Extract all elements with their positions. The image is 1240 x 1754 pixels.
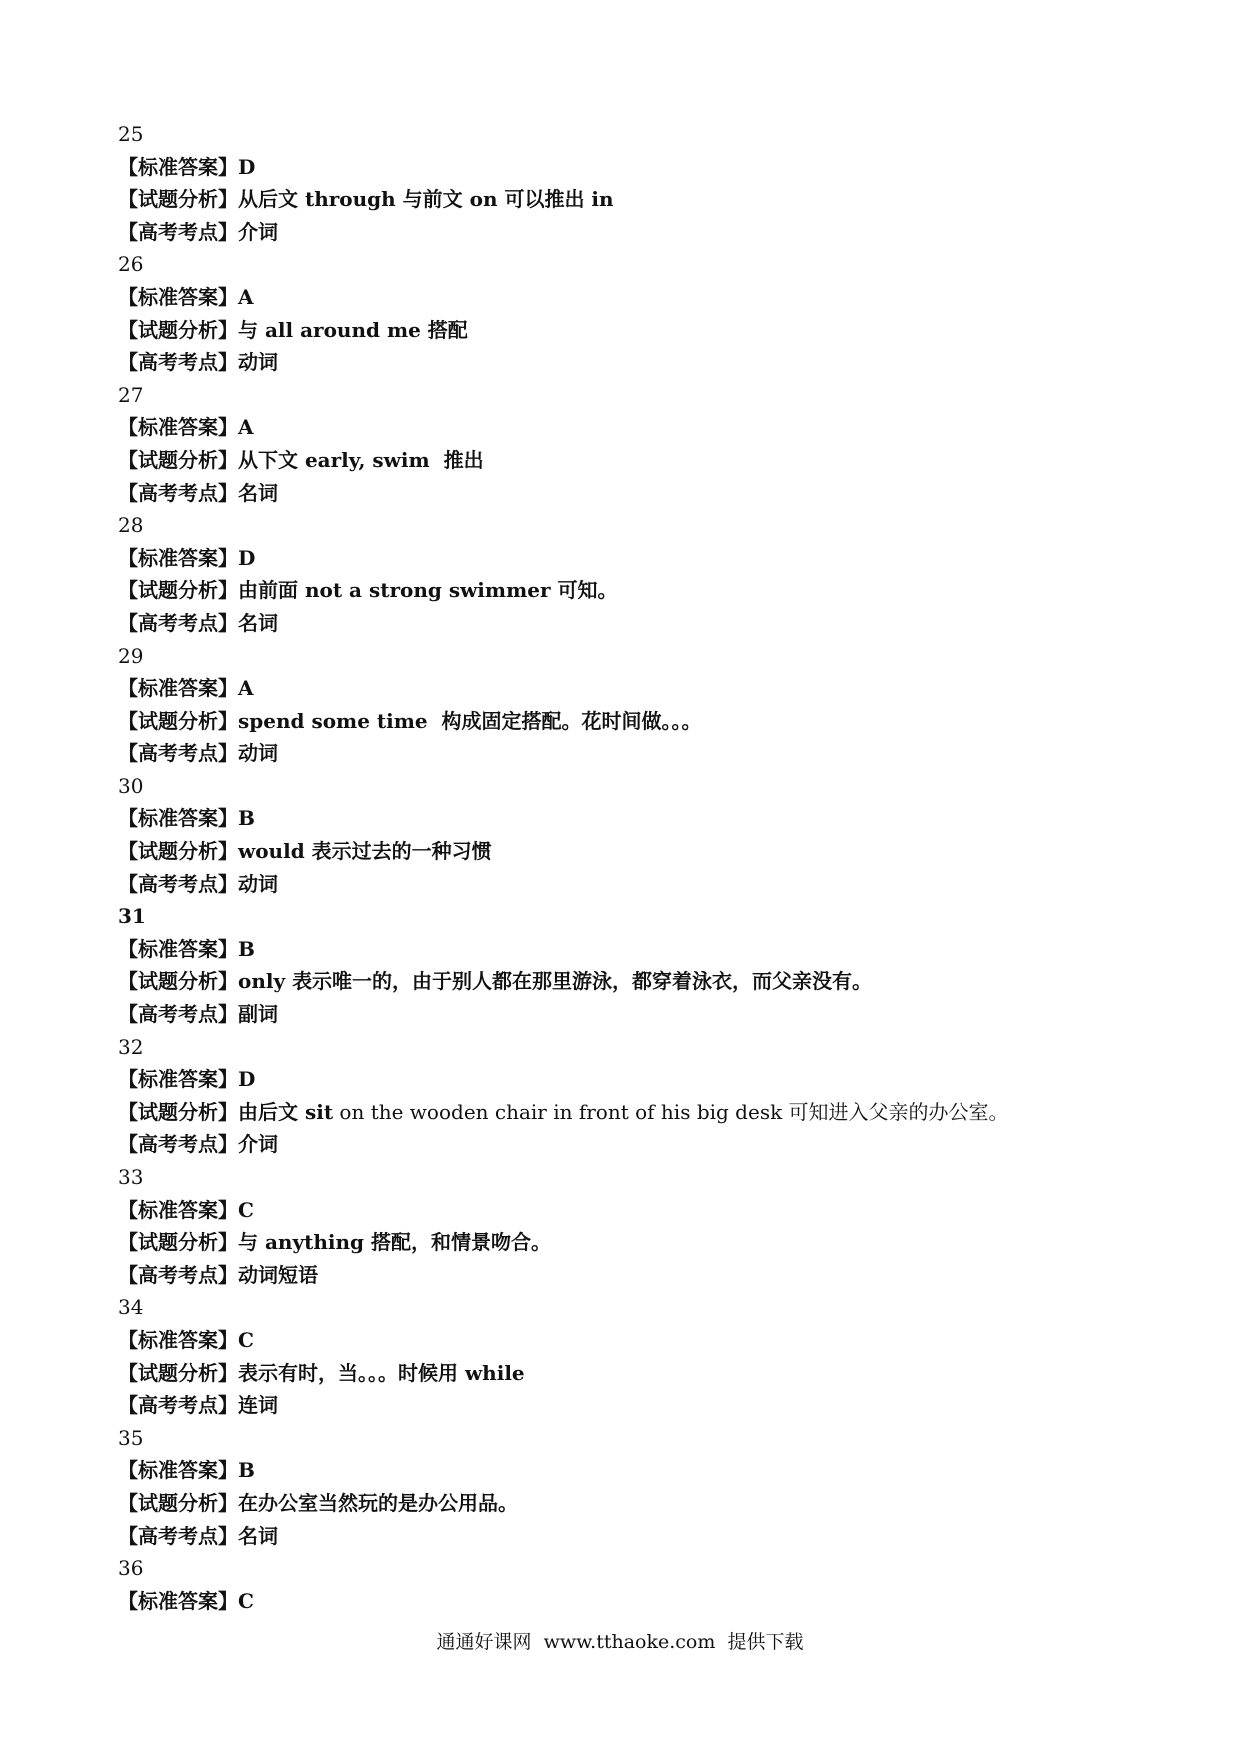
exam-point-label: 【高考考点】 xyxy=(118,350,238,375)
standard-answer-label: 【标准答案】 xyxy=(118,936,238,961)
exam-point-label: 【高考考点】 xyxy=(118,1523,238,1548)
analysis-text: would 表示过去的一种习惯 xyxy=(238,839,492,864)
standard-answer-label: 【标准答案】 xyxy=(118,154,238,179)
question-number: 29 xyxy=(118,643,144,668)
analysis-label: 【试题分析】 xyxy=(118,1099,238,1124)
analysis-text: spend some time 构成固定搭配。花时间做。。。 xyxy=(238,708,702,733)
standard-answer-label: 【标准答案】 xyxy=(118,545,238,570)
analysis-text: 从下文 early, swim 推出 xyxy=(238,447,484,472)
question-number: 33 xyxy=(118,1165,144,1189)
analysis-text: 在办公室当然玩的是办公用品。 xyxy=(238,1490,518,1515)
analysis-label: 【试题分析】 xyxy=(118,1490,238,1515)
analysis-text: only 表示唯一的，由于别人都在那里游泳，都穿着泳衣，而父亲没有。 xyxy=(238,969,873,994)
standard-answer-row xyxy=(118,1585,1138,1618)
standard-answer-value: A xyxy=(238,415,254,440)
standard-answer-label: 【标准答案】 xyxy=(118,1588,238,1613)
exam-point-row xyxy=(118,1259,1138,1292)
answer-sheet xyxy=(118,118,1138,1617)
question-number: 25 xyxy=(118,122,144,146)
exam-point-text: 名词 xyxy=(238,480,278,505)
standard-answer-row xyxy=(118,151,1138,184)
exam-point-row xyxy=(118,737,1138,770)
analysis-text: 与 anything 搭配，和情景吻合。 xyxy=(238,1230,551,1255)
standard-answer-value: A xyxy=(238,676,254,701)
analysis-row xyxy=(118,1226,1138,1259)
exam-point-label: 【高考考点】 xyxy=(118,480,238,505)
standard-answer-row xyxy=(118,1454,1138,1487)
exam-point-row xyxy=(118,998,1138,1031)
exam-point-label: 【高考考点】 xyxy=(118,871,238,896)
standard-answer-row xyxy=(118,802,1138,835)
analysis-label: 【试题分析】 xyxy=(118,578,238,603)
exam-point-text: 名词 xyxy=(238,610,278,635)
exam-point-label: 【高考考点】 xyxy=(118,610,238,635)
exam-point-text: 介词 xyxy=(238,219,278,244)
standard-answer-value: C xyxy=(238,1327,254,1352)
exam-point-text: 副词 xyxy=(238,1002,278,1027)
analysis-row xyxy=(118,183,1138,216)
standard-answer-value: B xyxy=(238,936,255,961)
analysis-label: 【试题分析】 xyxy=(118,1360,238,1385)
standard-answer-label: 【标准答案】 xyxy=(118,284,238,309)
question-number: 31 xyxy=(118,904,146,929)
standard-answer-row xyxy=(118,1063,1138,1096)
analysis-text: 与 all around me 搭配 xyxy=(238,317,468,342)
exam-point-text: 动词 xyxy=(238,741,278,766)
question-number: 28 xyxy=(118,513,144,538)
analysis-row xyxy=(118,1096,1138,1129)
standard-answer-value: D xyxy=(238,545,256,570)
standard-answer-value: C xyxy=(238,1588,254,1613)
page-footer: 通通好课网 www.tthaoke.com 提供下载 xyxy=(436,1631,804,1653)
standard-answer-label: 【标准答案】 xyxy=(118,1458,238,1483)
analysis-row xyxy=(118,1487,1138,1520)
exam-point-label: 【高考考点】 xyxy=(118,219,238,244)
analysis-label: 【试题分析】 xyxy=(118,839,238,864)
exam-point-row xyxy=(118,1128,1138,1161)
exam-point-row xyxy=(118,868,1138,901)
question-number: 36 xyxy=(118,1556,144,1581)
standard-answer-row xyxy=(118,1194,1138,1227)
exam-point-label: 【高考考点】 xyxy=(118,1132,238,1157)
analysis-row xyxy=(118,574,1138,607)
analysis-text: 从后文 through 与前文 on 可以推出 in xyxy=(238,187,614,212)
exam-point-text: 介词 xyxy=(238,1132,278,1157)
exam-point-text: 连词 xyxy=(238,1393,278,1418)
exam-point-text: 名词 xyxy=(238,1523,278,1548)
question-number: 35 xyxy=(118,1425,144,1450)
exam-point-label: 【高考考点】 xyxy=(118,1002,238,1027)
standard-answer-label: 【标准答案】 xyxy=(118,1327,238,1352)
exam-point-row xyxy=(118,607,1138,640)
exam-point-row xyxy=(118,216,1138,249)
standard-answer-value: C xyxy=(238,1197,254,1222)
standard-answer-row xyxy=(118,542,1138,575)
exam-point-row xyxy=(118,1520,1138,1553)
analysis-text: 由前面 not a strong swimmer 可知。 xyxy=(238,578,618,603)
analysis-row xyxy=(118,965,1138,998)
analysis-label: 【试题分析】 xyxy=(118,447,238,472)
standard-answer-row xyxy=(118,281,1138,314)
standard-answer-label: 【标准答案】 xyxy=(118,676,238,701)
exam-point-label: 【高考考点】 xyxy=(118,741,238,766)
exam-point-label: 【高考考点】 xyxy=(118,1393,238,1418)
standard-answer-value: B xyxy=(238,1458,255,1483)
question-number: 27 xyxy=(118,382,144,407)
exam-point-text: 动词短语 xyxy=(238,1262,318,1287)
analysis-text-continued: on the wooden chair in front of his big desk 可知进入父亲的办公室。 xyxy=(333,1099,1009,1124)
analysis-label: 【试题分析】 xyxy=(118,317,238,342)
exam-point-text: 动词 xyxy=(238,871,278,896)
analysis-row xyxy=(118,1357,1138,1390)
exam-point-row xyxy=(118,346,1138,379)
analysis-label: 【试题分析】 xyxy=(118,187,238,212)
standard-answer-label: 【标准答案】 xyxy=(118,806,238,831)
standard-answer-label: 【标准答案】 xyxy=(118,415,238,440)
analysis-label: 【试题分析】 xyxy=(118,969,238,994)
standard-answer-row xyxy=(118,933,1138,966)
analysis-text: 表示有时，当。。。时候用 while xyxy=(238,1360,525,1385)
standard-answer-value: A xyxy=(238,284,254,309)
exam-point-label: 【高考考点】 xyxy=(118,1262,238,1287)
exam-point-row xyxy=(118,477,1138,510)
question-number: 32 xyxy=(118,1034,144,1059)
analysis-row xyxy=(118,314,1138,347)
standard-answer-value: B xyxy=(238,806,255,831)
standard-answer-row xyxy=(118,411,1138,444)
standard-answer-row xyxy=(118,1324,1138,1357)
standard-answer-label: 【标准答案】 xyxy=(118,1067,238,1092)
exam-point-row xyxy=(118,1389,1138,1422)
question-number: 30 xyxy=(118,773,144,798)
analysis-row xyxy=(118,705,1138,738)
analysis-label: 【试题分析】 xyxy=(118,708,238,733)
analysis-text: 由后文 sit xyxy=(238,1099,334,1124)
standard-answer-label: 【标准答案】 xyxy=(118,1197,238,1222)
standard-answer-value: D xyxy=(238,154,256,179)
analysis-label: 【试题分析】 xyxy=(118,1230,238,1255)
standard-answer-row xyxy=(118,672,1138,705)
standard-answer-value: D xyxy=(238,1067,256,1092)
analysis-row xyxy=(118,835,1138,868)
exam-point-text: 动词 xyxy=(238,350,278,375)
question-number: 26 xyxy=(118,252,144,277)
analysis-row xyxy=(118,444,1138,477)
question-number: 34 xyxy=(118,1295,144,1320)
